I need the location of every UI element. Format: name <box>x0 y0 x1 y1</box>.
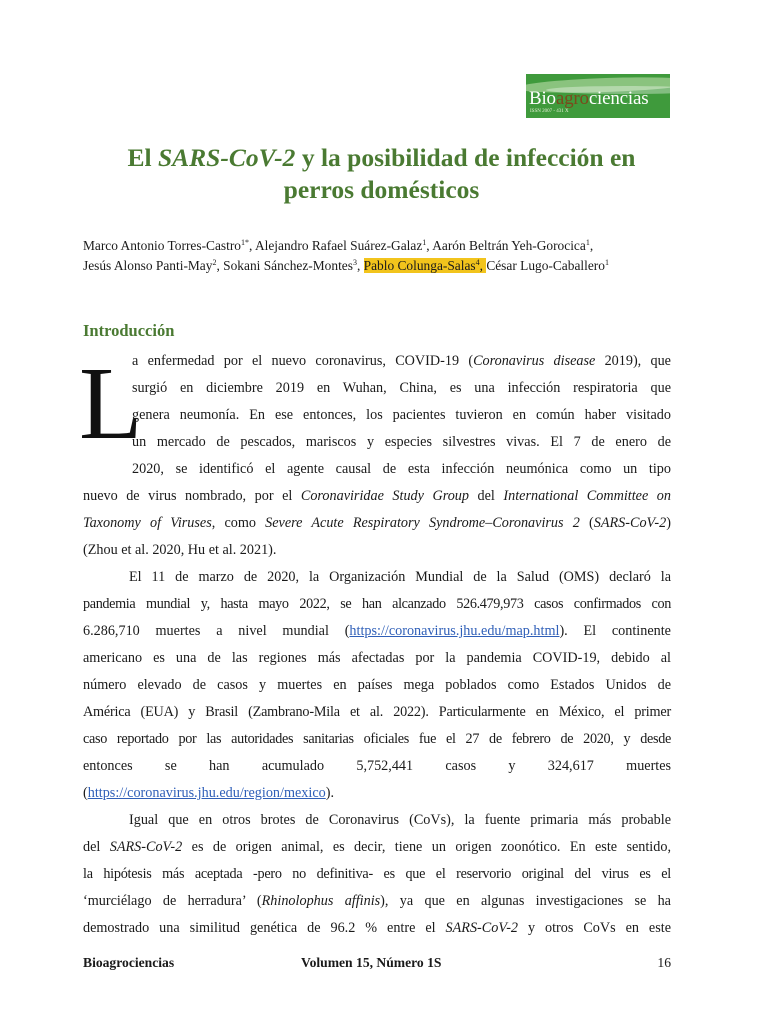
text-line: 2020, se identificó el agente causal de esta infección neumónica como un tipo <box>132 461 671 477</box>
title-pre: El <box>127 143 158 172</box>
text-line: pandemia mundial y, hasta mayo 2022, se han alcanzado 526.479,973 casos confirmados con <box>83 596 671 612</box>
title-line-2: perros domésticos <box>283 175 480 204</box>
text-line: a enfermedad por el nuevo coronavirus, COVID-19 (Coronavirus disease 2019), que <box>132 353 671 369</box>
affiliation-mark: 1 <box>422 238 427 247</box>
drop-cap: L <box>79 346 143 461</box>
text-line: un mercado de pescados, mariscos y especies silvestres vivas. El 7 de enero de <box>132 434 671 450</box>
word: y <box>508 758 516 774</box>
author: Jesús Alonso Panti-May$^2$ <box>83 258 217 273</box>
footer-journal-name: Bioagrociencias <box>83 955 175 970</box>
text-line: (Zhou et al. 2020, Hu et al. 2021). <box>83 542 277 558</box>
word: muertes <box>626 758 672 774</box>
text-line: Igual que en otros brotes de Coronavirus (CoVs), la fuente primaria más probable <box>129 812 671 828</box>
text-line: El 11 de marzo de 2020, la Organización Mundial de la Salud (OMS) declaró la <box>129 569 671 585</box>
logo-brand-pre: Bio <box>529 88 556 109</box>
title-virus-name: SARS-CoV-2 <box>157 143 296 172</box>
author: César Lugo-Caballero$^1$ <box>486 258 609 273</box>
author-line-2: Jesús Alonso Panti-May$^2$, Sokani Sánchez-Montes$^3$, Pablo Colunga-Salas$^4$, César Lugo-Caballero$^1$ <box>83 258 609 273</box>
title-post: y la posibilidad de infección en <box>295 143 636 172</box>
logo-issn: ISSN 2007 - 431 X <box>530 109 569 114</box>
paragraph-2 <box>83 564 671 807</box>
word: entonces <box>83 758 133 774</box>
author: Alejandro Rafael Suárez-Galaz$^1$ <box>254 238 427 253</box>
link-jhu-map[interactable]: https://coronavirus.jhu.edu/map.html <box>349 623 560 639</box>
title-line-1 <box>60 142 703 174</box>
text-line: surgió en diciembre 2019 en Wuhan, China, es una infección respiratoria que <box>132 380 671 396</box>
text-line: nuevo de virus nombrado, por el Coronaviridae Study Group del International Committee on <box>83 488 671 504</box>
word: 324,617 <box>547 758 594 774</box>
author-highlighted: Pablo Colunga-Salas$^4$, <box>363 258 487 273</box>
word: casos <box>445 758 477 774</box>
author-list <box>83 236 703 276</box>
text-line: genera neumonía. En ese entonces, los pacientes tuvieron en común haber visitado <box>132 407 671 423</box>
text-line: América (EUA) y Brasil (Zambrano-Mila et al. 2022). Particularmente en México, el primer <box>83 704 671 720</box>
affiliation-mark: 1* <box>241 238 249 247</box>
logo-brand-post: ciencias <box>588 88 649 109</box>
word: acumulado <box>261 758 325 774</box>
paragraph-3 <box>83 807 671 942</box>
author: Aarón Beltrán Yeh-Gorocica$^1$ <box>432 238 590 253</box>
page-number: 16 <box>657 955 671 970</box>
text-line: del SARS-CoV-2 es de origen animal, es decir, tiene un origen zoonótico. En este sentido, <box>83 839 671 855</box>
text-line: americano es una de las regiones más afectadas por la pandemia COVID-19, debido al <box>83 650 671 666</box>
footer-volume: Volumen 15, Número 1S <box>301 955 442 970</box>
journal-logo <box>526 74 670 118</box>
word: han <box>209 758 230 774</box>
author-line-1: Marco Antonio Torres-Castro$^{1*}$, Alejandro Rafael Suárez-Galaz$^1$, Aarón Beltrán Yeh-Gorocica$^1$, <box>83 238 594 253</box>
affiliation-mark: 3 <box>352 258 357 267</box>
text-line-spread <box>83 753 671 780</box>
affiliation-mark: 1 <box>585 238 590 247</box>
logo-brand-agro: agro <box>555 88 589 109</box>
text-line: la hipótesis más aceptada -pero no definitiva- es que el reservorio original del virus es el <box>83 866 671 882</box>
text-line: ‘murciélago de herradura’ (Rhinolophus affinis), ya que en algunas investigaciones se ha <box>83 893 671 909</box>
paragraph-1 <box>83 348 671 564</box>
section-heading-introduccion: Introducción <box>83 321 175 340</box>
logo-wordmark <box>529 89 648 109</box>
link-jhu-mexico[interactable]: https://coronavirus.jhu.edu/region/mexico <box>87 785 326 801</box>
text-line: número elevado de casos y muertes en países mega poblados como Estados Unidos de <box>83 677 671 693</box>
affiliation-mark: 1 <box>604 258 609 267</box>
text-line: Taxonomy of Viruses, como Severe Acute Respiratory Syndrome–Coronavirus 2 (SARS-CoV-2) <box>83 515 671 531</box>
text-line: (https://coronavirus.jhu.edu/region/mexico). <box>83 785 335 801</box>
author: Sokani Sánchez-Montes$^3$ <box>223 258 357 273</box>
word: se <box>164 758 177 774</box>
text-line: demostrado una similitud genética de 96.2 % entre el SARS-CoV-2 y otros CoVs en este <box>83 920 671 936</box>
word: 5,752,441 <box>356 758 414 774</box>
affiliation-mark: 2 <box>212 258 217 267</box>
text-line: 6.286,710 muertes a nivel mundial (https://coronavirus.jhu.edu/map.html). El continente <box>83 623 671 639</box>
text-line: caso reportado por las autoridades sanitarias oficiales fue el 27 de febrero de 2020, y desde <box>83 731 671 747</box>
affiliation-mark: 4 <box>475 258 480 267</box>
author: Marco Antonio Torres-Castro$^{1*}$ <box>83 238 249 253</box>
article-title <box>60 142 703 206</box>
